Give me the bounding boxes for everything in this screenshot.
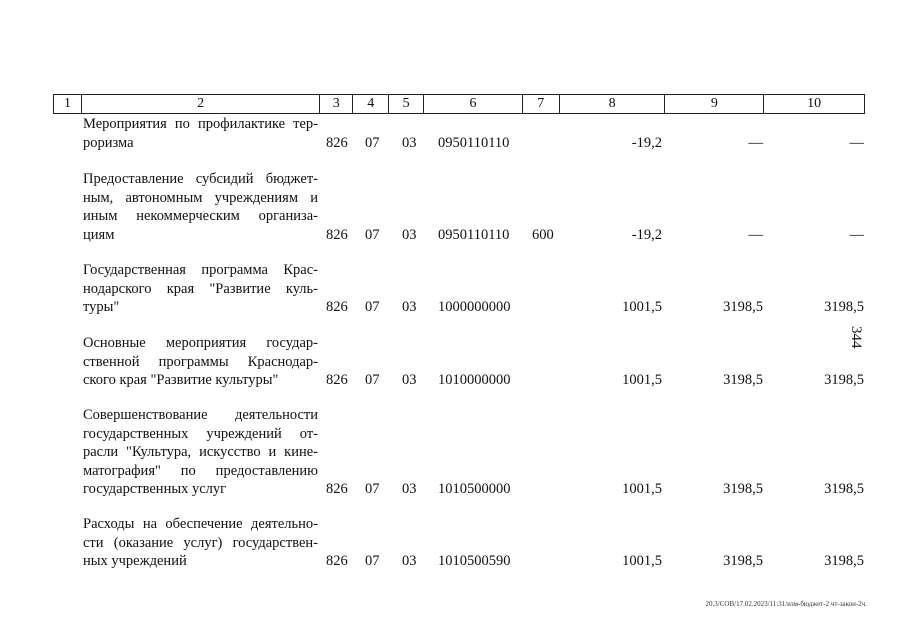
description-line: ным, автономным учреждениям и xyxy=(83,189,318,206)
cell-col10: 3198,5 xyxy=(824,372,864,388)
row-description xyxy=(83,334,318,390)
row-description xyxy=(83,115,318,152)
description-line: иным некоммерческим организа- xyxy=(83,208,318,224)
cell-subsection: 03 xyxy=(402,299,417,315)
header-cell-10: 10 xyxy=(807,96,822,111)
description-line: Расходы на обеспечение деятельно- xyxy=(83,516,318,532)
cell-col10: 3198,5 xyxy=(824,481,864,497)
cell-target-article: 1000000000 xyxy=(438,299,511,315)
cell-section: 07 xyxy=(365,226,380,243)
row-description xyxy=(83,406,318,499)
header-cell-1: 1 xyxy=(54,95,82,113)
footer-note: 20.3/СОВ/17.02.2023/11:31/изм-бюджет-2 чт-закон-2ч. xyxy=(705,600,867,608)
cell-ved: 826 xyxy=(326,553,348,569)
description-line: ных учреждений xyxy=(83,553,187,569)
cell-col10: — xyxy=(849,134,864,151)
description-line: ского края "Развитие культуры" xyxy=(83,372,279,388)
cell-ved: 826 xyxy=(326,372,348,388)
description-line: Государственная программа Крас- xyxy=(83,262,318,278)
description-line: ственной программы Краснодар- xyxy=(83,353,318,370)
header-cell-4: 4 xyxy=(353,95,389,113)
cell-col8: 1001,5 xyxy=(622,481,662,497)
cell-ved: 826 xyxy=(326,481,348,497)
description-line: государственных учреждений от- xyxy=(83,425,318,442)
cell-col10: 3198,5 xyxy=(824,299,864,315)
cell-subsection: 03 xyxy=(402,553,417,569)
header-cell-7: 7 xyxy=(523,95,560,113)
cell-expense-type: 600 xyxy=(532,226,554,243)
cell-section: 07 xyxy=(365,372,380,388)
cell-col10: — xyxy=(849,226,864,243)
table-header xyxy=(53,94,865,114)
cell-subsection: 03 xyxy=(402,226,417,243)
cell-subsection: 03 xyxy=(402,134,417,151)
cell-target-article: 0950110110 xyxy=(438,134,510,151)
cell-subsection: 03 xyxy=(402,481,417,497)
header-cell-2: 2 xyxy=(82,95,320,113)
cell-col8: -19,2 xyxy=(631,134,662,151)
page-number: 344 xyxy=(848,326,864,349)
cell-ved: 826 xyxy=(326,299,348,315)
cell-ved: 826 xyxy=(326,226,348,243)
description-line: расли "Культура, искусство и кине- xyxy=(83,444,318,460)
cell-ved: 826 xyxy=(326,134,348,151)
cell-col10: 3198,5 xyxy=(824,553,864,569)
header-cell-6: 6 xyxy=(424,95,523,113)
header-cell-3: 3 xyxy=(320,95,353,113)
row-description xyxy=(83,170,318,244)
cell-col9: — xyxy=(748,134,763,151)
cell-col8: -19,2 xyxy=(631,226,662,243)
header-cell-9: 9 xyxy=(665,95,764,113)
cell-target-article: 1010500590 xyxy=(438,553,511,569)
description-line: роризма xyxy=(83,134,134,151)
cell-col9: 3198,5 xyxy=(723,481,763,497)
description-line: матография" по предоставлению xyxy=(83,462,318,479)
cell-target-article: 0950110110 xyxy=(438,226,510,243)
description-line: Основные мероприятия государ- xyxy=(83,335,318,351)
cell-section: 07 xyxy=(365,299,380,315)
cell-section: 07 xyxy=(365,134,380,151)
description-line: циям xyxy=(83,226,115,243)
row-description xyxy=(83,515,318,571)
row-description xyxy=(83,261,318,317)
header-cell-8: 8 xyxy=(560,95,666,113)
cell-section: 07 xyxy=(365,553,380,569)
cell-subsection: 03 xyxy=(402,372,417,388)
cell-col9: — xyxy=(748,226,763,243)
header-cell-5: 5 xyxy=(389,95,424,113)
description-line: Совершенствование деятельности xyxy=(83,407,318,423)
description-line: Мероприятия по профилактике тер- xyxy=(83,116,318,132)
cell-section: 07 xyxy=(365,481,380,497)
description-line: государственных услуг xyxy=(83,481,227,497)
cell-col8: 1001,5 xyxy=(622,372,662,388)
cell-col8: 1001,5 xyxy=(622,553,662,569)
cell-target-article: 1010500000 xyxy=(438,481,511,497)
cell-target-article: 1010000000 xyxy=(438,372,511,388)
description-line: нодарского края "Развитие куль- xyxy=(83,280,318,297)
cell-col9: 3198,5 xyxy=(723,299,763,315)
cell-col9: 3198,5 xyxy=(723,553,763,569)
description-line: туры" xyxy=(83,299,120,315)
cell-col8: 1001,5 xyxy=(622,299,662,315)
description-line: Предоставление субсидий бюджет- xyxy=(83,171,318,187)
cell-col9: 3198,5 xyxy=(723,372,763,388)
description-line: сти (оказание услуг) государствен- xyxy=(83,534,318,551)
